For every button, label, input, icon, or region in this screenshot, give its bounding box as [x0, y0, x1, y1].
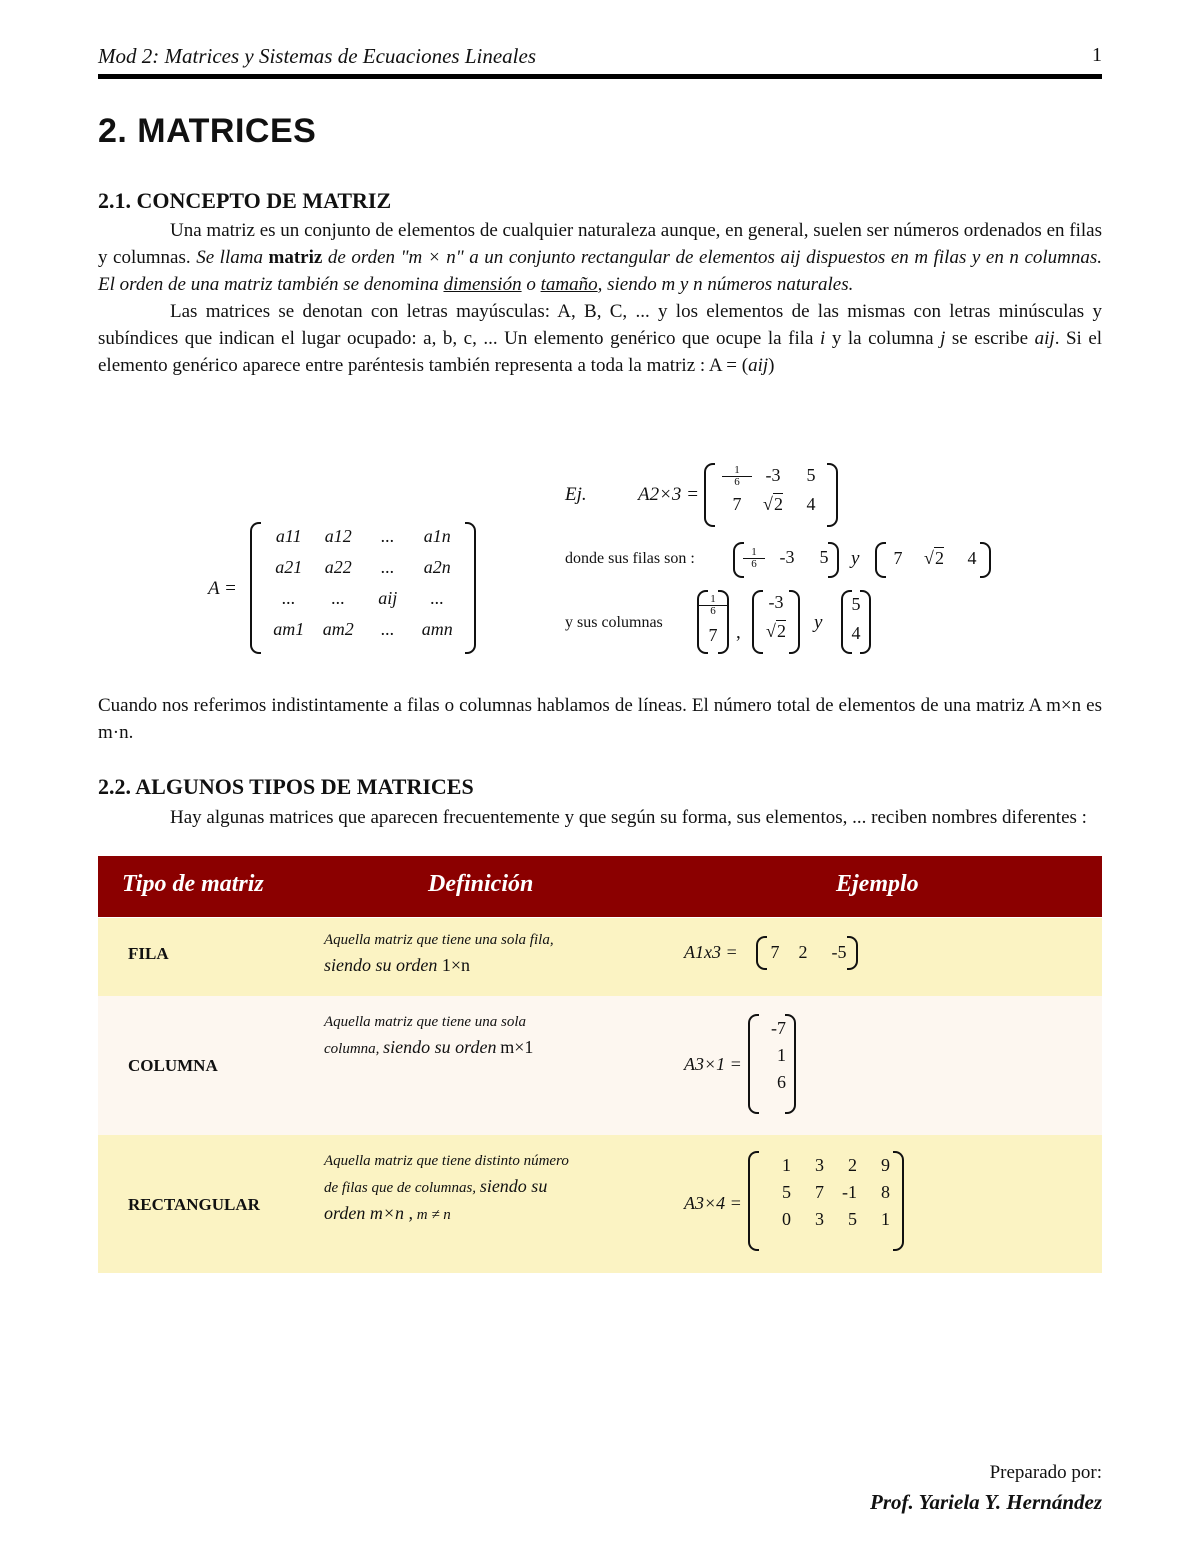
col-cells	[841, 594, 871, 644]
math-aij: aij	[1034, 328, 1055, 349]
term-dimension: dimensión	[443, 274, 522, 295]
cell: 7	[708, 625, 718, 645]
col-cells	[752, 592, 800, 642]
matrix-cell: 2	[848, 1155, 857, 1175]
matrix-cell: am2	[322, 619, 354, 639]
cell: 7	[732, 494, 742, 514]
term-tamano: tamaño	[540, 274, 598, 295]
text: Se llama	[196, 247, 263, 268]
text: siendo su orden	[324, 955, 438, 975]
paragraph-lineas: Cuando nos referimos indistintamente a filas o columnas hablamos de líneas. El número total de elementos de una matriz A m×n es m·n.	[98, 695, 1102, 743]
bracket-left	[704, 463, 715, 527]
order: m×1	[500, 1037, 534, 1057]
def-line	[324, 1174, 654, 1201]
example-rect-matrix	[748, 1151, 904, 1251]
order: 1×n	[441, 955, 470, 975]
cell: -3	[768, 592, 784, 612]
text: , siendo m y n números naturales.	[597, 274, 854, 295]
example-row-matrix	[756, 936, 858, 970]
matrix-cell: a2n	[423, 557, 451, 577]
matrix-cell: aij	[378, 588, 398, 608]
general-matrix-label: A =	[208, 578, 237, 599]
row-cells	[885, 548, 987, 569]
matrix-cell: a21	[275, 557, 303, 577]
text: dispuestos en m filas y en n columnas. El orden de una matriz también se denomina	[98, 247, 1103, 295]
row-cells	[743, 547, 839, 570]
matrix-cell: 3	[815, 1155, 824, 1175]
matrix-cell: 0	[782, 1209, 791, 1229]
cell: 4	[806, 494, 816, 514]
fraction-one-sixth: $\frac{1}{6}$	[697, 594, 729, 617]
matrix-cell: -1	[842, 1182, 857, 1202]
col-cells	[748, 1018, 786, 1093]
matrix-cells	[758, 1155, 894, 1230]
col-vector-2	[752, 590, 800, 654]
cell: 6	[777, 1072, 786, 1092]
table-row	[98, 1135, 1102, 1273]
text: Las matrices se denotan con letras mayúsculas: A, B, C, ... y los elementos de las mismas con letras minúsculas y subíndices que indican el lugar ocupado: a, b, c, ... Un elemento genérico que ocupe la fila	[98, 301, 1102, 349]
table-header	[98, 856, 1102, 917]
bracket-right	[465, 522, 476, 654]
conjunction-y: y	[851, 548, 860, 569]
def-line	[324, 1201, 654, 1228]
table-row	[98, 996, 1102, 1135]
matrix-cell: ...	[381, 619, 395, 639]
type-name: FILA	[128, 944, 169, 963]
cell: -3	[765, 465, 781, 485]
col-cells	[697, 594, 729, 646]
def-line	[324, 953, 654, 978]
math-j: j	[940, 328, 946, 349]
text: columna,	[324, 1041, 380, 1057]
matrix-cell: a1n	[423, 526, 451, 546]
footer-author: Prof. Yariela Y. Hernández	[870, 1490, 1102, 1514]
cell: 7	[770, 942, 780, 962]
matrix-cell: ...	[331, 588, 345, 608]
matrix-cell: 5	[782, 1182, 791, 1202]
type-name: COLUMNA	[128, 1056, 218, 1075]
rows-label: donde sus filas son :	[565, 550, 695, 567]
matrix-cell: ...	[381, 557, 395, 577]
matrix-cell: amn	[421, 619, 453, 639]
type-definition	[324, 928, 654, 978]
text: Aquella matriz que tiene una sola fila,	[324, 932, 554, 948]
matrix-cell: ...	[282, 588, 296, 608]
math-i: i	[820, 328, 826, 349]
cell: 1	[777, 1045, 786, 1065]
inequality: m ≠ n	[416, 1207, 451, 1223]
section-heading-concepto: 2.1. CONCEPTO DE MATRIZ	[98, 188, 392, 213]
cell: 4	[851, 623, 861, 643]
col-vector-3	[841, 590, 871, 654]
example-label: A3×1 =	[684, 1054, 742, 1074]
col-vector-1	[697, 590, 729, 654]
matrix-cell: ...	[381, 526, 395, 546]
header-rule	[98, 74, 1102, 79]
table-row	[98, 918, 1102, 996]
matrix-cell: 5	[848, 1209, 857, 1229]
sqrt-value: 2	[934, 548, 944, 568]
text: y la columna	[831, 328, 934, 349]
matrix-cells	[264, 526, 462, 640]
matrix-cell: 9	[881, 1155, 890, 1175]
matrix-cell: a22	[324, 557, 352, 577]
example-matrix-name: A2×3 =	[638, 484, 699, 505]
term-matriz: matriz	[268, 247, 323, 268]
example-column-matrix	[748, 1014, 796, 1114]
header-title: Mod 2: Matrices y Sistemas de Ecuaciones Lineales	[98, 44, 536, 68]
cell: 5	[806, 465, 816, 485]
math-aij: aij	[748, 355, 769, 376]
chapter-title: 2. MATRICES	[98, 112, 317, 150]
paragraph-definition	[98, 217, 1102, 379]
cell: 4	[967, 548, 977, 568]
type-definition	[324, 1149, 654, 1228]
matrix-cell: a11	[275, 526, 302, 546]
type-name: RECTANGULAR	[128, 1195, 260, 1214]
matrix-cell: am1	[273, 619, 305, 639]
bracket-right	[893, 1151, 904, 1251]
row-vector-1	[733, 542, 839, 578]
text: de filas que de columnas,	[324, 1180, 477, 1196]
bracket-right	[785, 1014, 796, 1114]
row-cells	[764, 942, 858, 963]
cell: 5	[851, 594, 861, 614]
fraction-one-sixth: $\frac{1}{6}$	[722, 465, 752, 488]
cell-sqrt: √2	[763, 494, 783, 514]
general-matrix	[250, 522, 476, 654]
text: Aquella matriz que tiene distinto número	[324, 1153, 569, 1169]
matrix-cell: a12	[324, 526, 352, 546]
bracket-left	[250, 522, 261, 654]
cell: -3	[779, 547, 795, 567]
text: . Si el elemento genérico aparece entre paréntesis también representa a toda la matriz : A = (	[98, 328, 1103, 376]
sqrt-value: 2	[776, 621, 786, 641]
columns-label: y sus columnas	[565, 614, 663, 631]
paragraph-tipos-intro	[98, 804, 1102, 831]
page-header	[98, 44, 1102, 74]
type-definition	[324, 1010, 654, 1062]
matrix-cell: 7	[815, 1182, 824, 1202]
matrix-cell: 1	[881, 1209, 890, 1229]
cell-sqrt: √2	[924, 548, 944, 568]
row-vector-2	[875, 542, 991, 578]
footer-prepared-by: Preparado por:	[989, 1462, 1102, 1483]
comma: ,	[736, 622, 741, 643]
cell: 5	[819, 547, 829, 567]
example-label: A1x3 =	[684, 942, 738, 962]
header-ejemplo: Ejemplo	[836, 871, 919, 897]
example-label: A3×4 =	[684, 1193, 742, 1213]
cell: 7	[893, 548, 903, 568]
matrix-cell: 3	[815, 1209, 824, 1229]
conjunction-y: y	[814, 612, 823, 633]
text: orden m×n ,	[324, 1203, 413, 1223]
cell: -5	[831, 942, 847, 962]
text: Hay algunas matrices que aparecen frecuentemente y que según su forma, sus elementos, ... reciben nombres diferentes :	[170, 807, 1087, 828]
text: o	[526, 274, 536, 295]
example-matrix	[704, 463, 838, 527]
section-heading-tipos: 2.2. ALGUNOS TIPOS DE MATRICES	[98, 774, 474, 799]
sqrt-value: 2	[773, 494, 783, 514]
cell: 2	[798, 942, 808, 962]
text: de orden "m × n" a un conjunto rectangular de elementos	[327, 247, 775, 268]
text: Aquella matriz que tiene una sola	[324, 1014, 527, 1030]
example-label: Ej.	[565, 484, 587, 505]
fraction-one-sixth: $\frac{1}{6}$	[743, 547, 765, 570]
def-line	[324, 1035, 654, 1062]
text: siendo su orden	[383, 1037, 497, 1057]
cell: -7	[771, 1018, 786, 1038]
text: se escribe	[951, 328, 1029, 349]
header-tipo: Tipo de matriz	[122, 871, 264, 897]
matrix-cell: 1	[782, 1155, 791, 1175]
matrix-cell: 8	[881, 1182, 890, 1202]
text: siendo su	[479, 1176, 548, 1196]
math-aij: aij	[780, 247, 801, 268]
matrix-cell: ...	[430, 588, 444, 608]
text: )	[768, 355, 775, 376]
cell-sqrt: √2	[766, 621, 786, 641]
example-cells	[722, 465, 832, 515]
matrix-types-table	[98, 856, 1102, 1273]
page-number: 1	[1092, 44, 1102, 66]
text: Una matriz es un conjunto de elementos de cualquier naturaleza aunque, en general, suelen ser números ordenados en filas y columnas.	[98, 220, 1102, 268]
header-definicion: Definición	[428, 871, 534, 897]
